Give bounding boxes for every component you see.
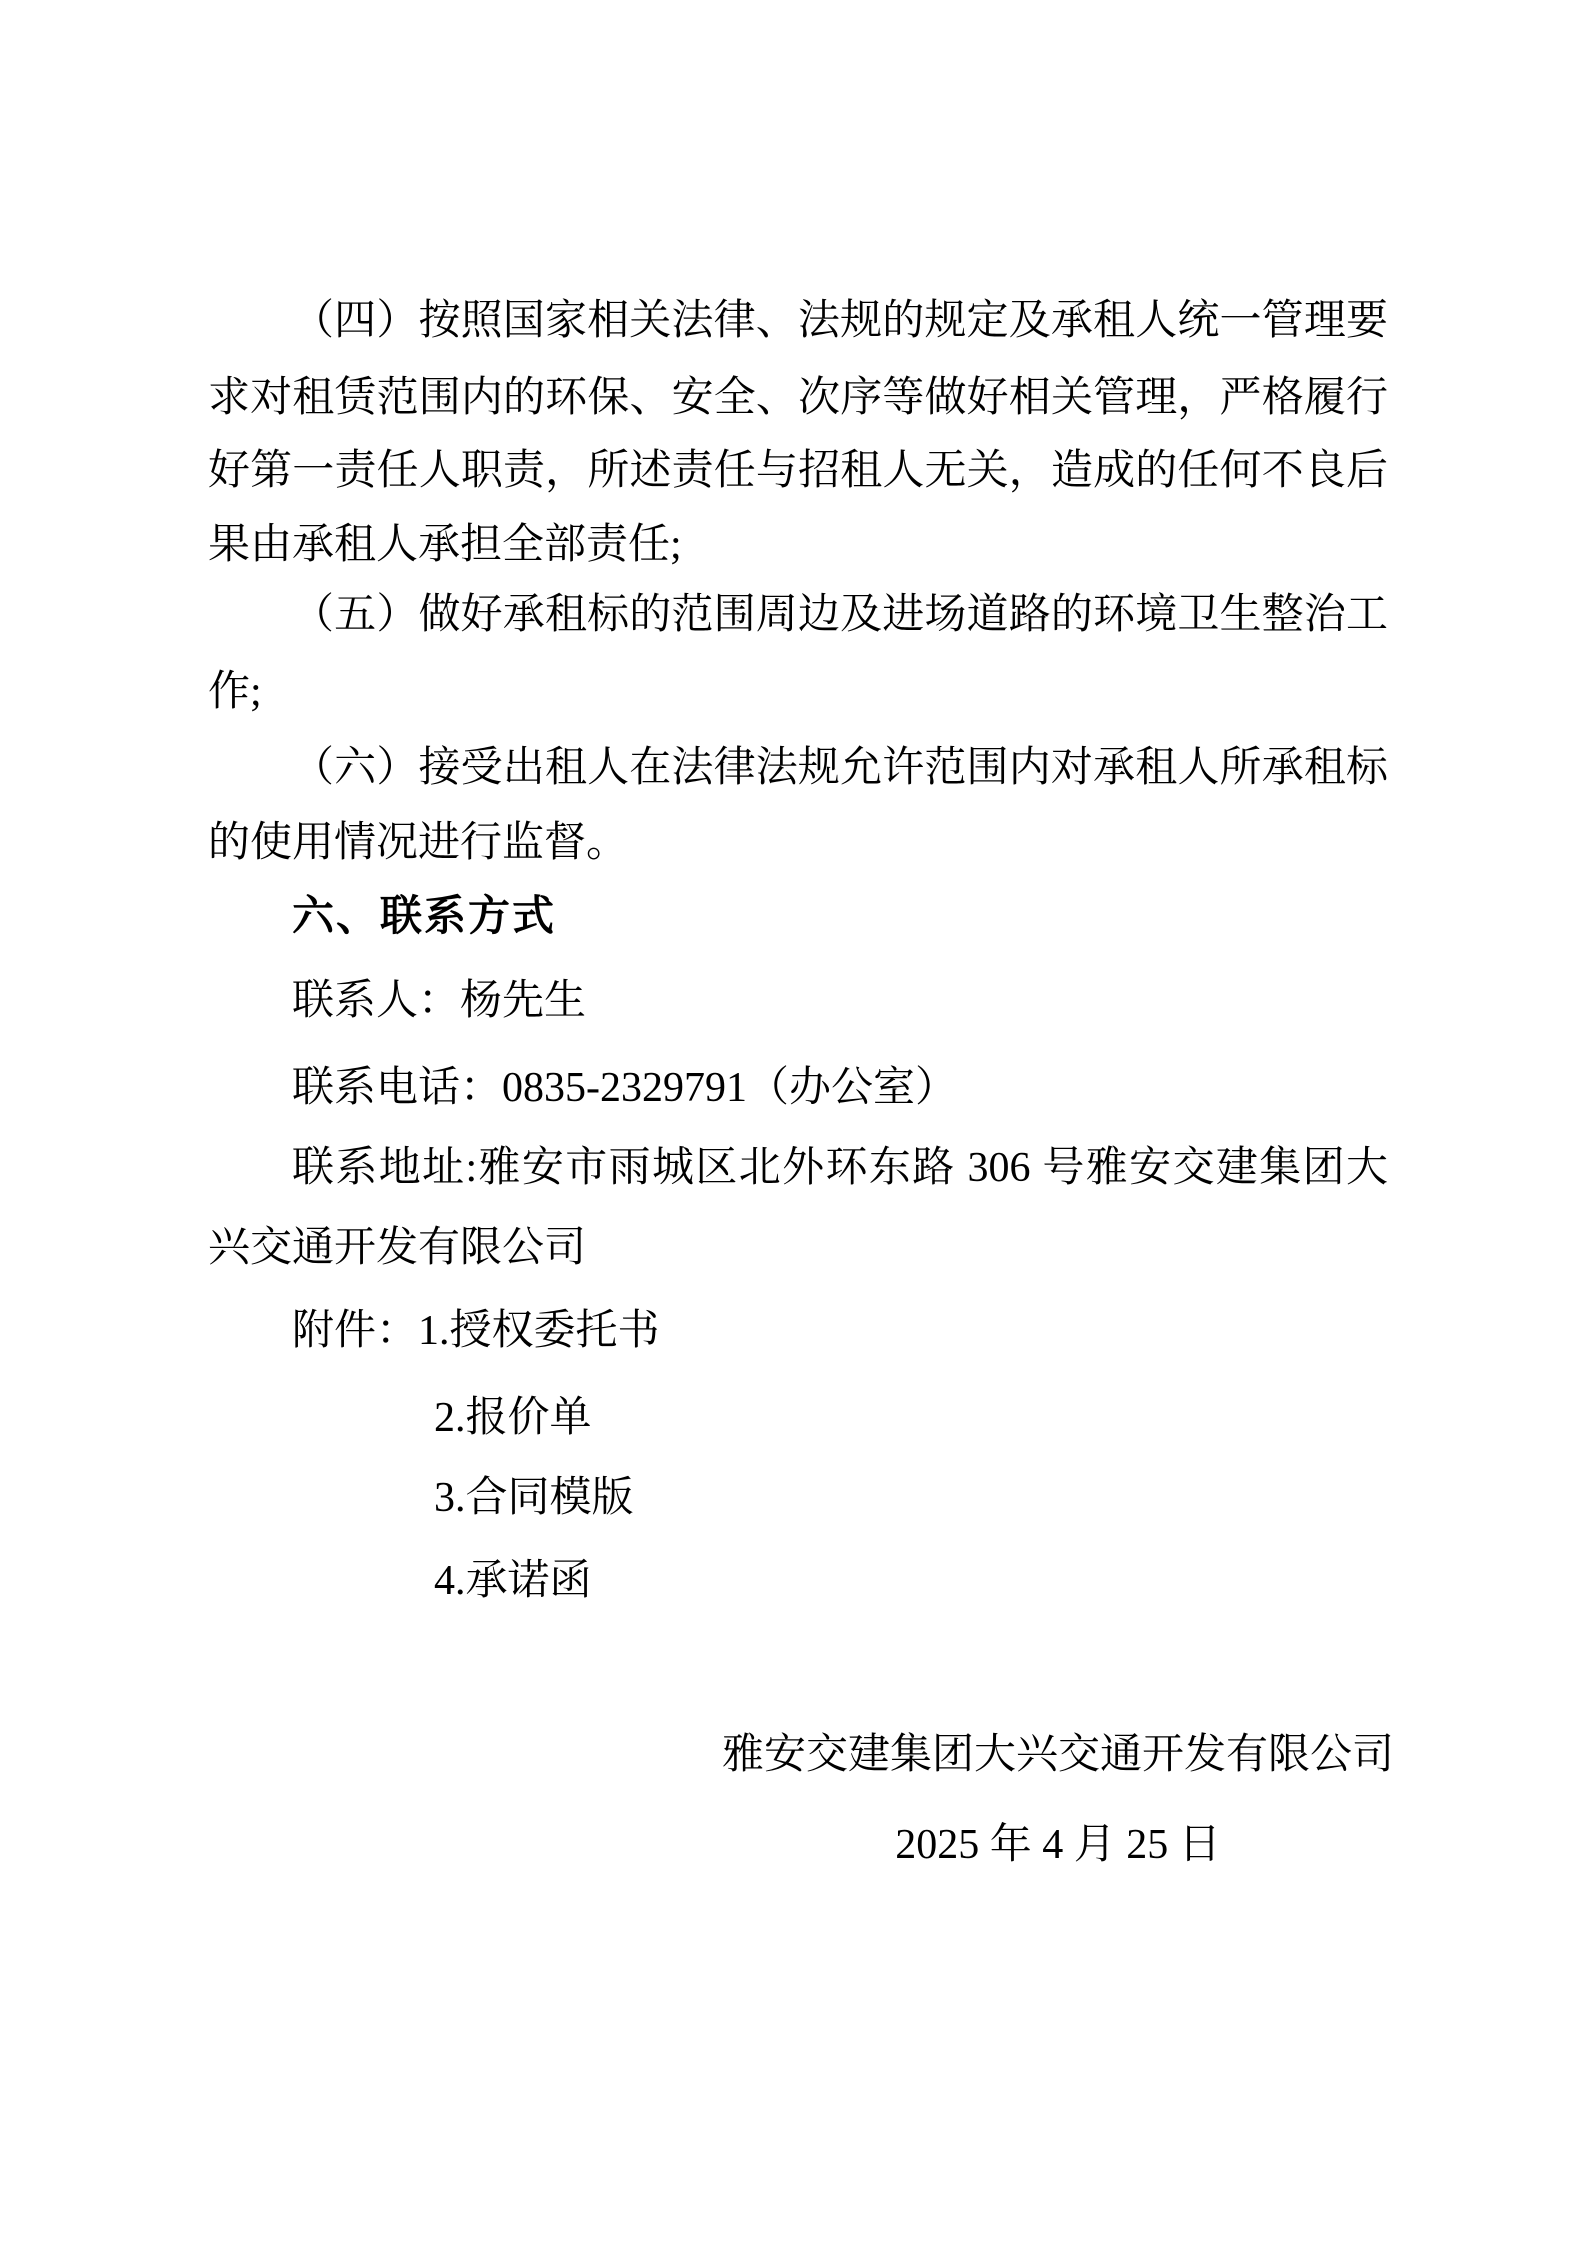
attachment-item-3: 3.合同模版	[434, 1475, 634, 1521]
clause-5-line-2: 作;	[208, 669, 262, 715]
clause-6-line-2: 的使用情况进行监督。	[208, 820, 629, 866]
clause-5-line-1: （五）做好承租标的范围周边及进场道路的环境卫生整治工	[292, 592, 1388, 638]
contact-address-line-1: 联系地址:雅安市雨城区北外环东路 306 号雅安交建集团大	[292, 1145, 1388, 1191]
clause-4-line-2: 求对租赁范围内的环保、安全、次序等做好相关管理，严格履行	[208, 375, 1388, 421]
contact-phone-line: 联系电话：0835-2329791（办公室）	[292, 1065, 957, 1111]
signature-block	[708, 1729, 1408, 1871]
signature-company: 雅安交建集团大兴交通开发有限公司	[721, 1732, 1394, 1778]
attachment-item-2: 2.报价单	[434, 1395, 592, 1441]
contact-person-line: 联系人：杨先生	[292, 978, 587, 1024]
attachments-intro-line: 附件：1.授权委托书	[292, 1308, 660, 1354]
signature-date: 2025 年 4 月 25 日	[895, 1822, 1221, 1868]
clause-4-line-1: （四）按照国家相关法律、法规的规定及承租人统一管理要	[292, 298, 1388, 344]
section-heading-contact: 六、联系方式	[292, 892, 557, 939]
attachment-item-4: 4.承诺函	[434, 1558, 592, 1604]
clause-6-line-1: （六）接受出租人在法律法规允许范围内对承租人所承租标	[292, 745, 1388, 791]
clause-4-line-4: 果由承租人承担全部责任;	[208, 522, 682, 568]
contact-address-line-2: 兴交通开发有限公司	[208, 1225, 587, 1271]
clause-4-line-3: 好第一责任人职责，所述责任与招租人无关，造成的任何不良后	[208, 448, 1388, 494]
